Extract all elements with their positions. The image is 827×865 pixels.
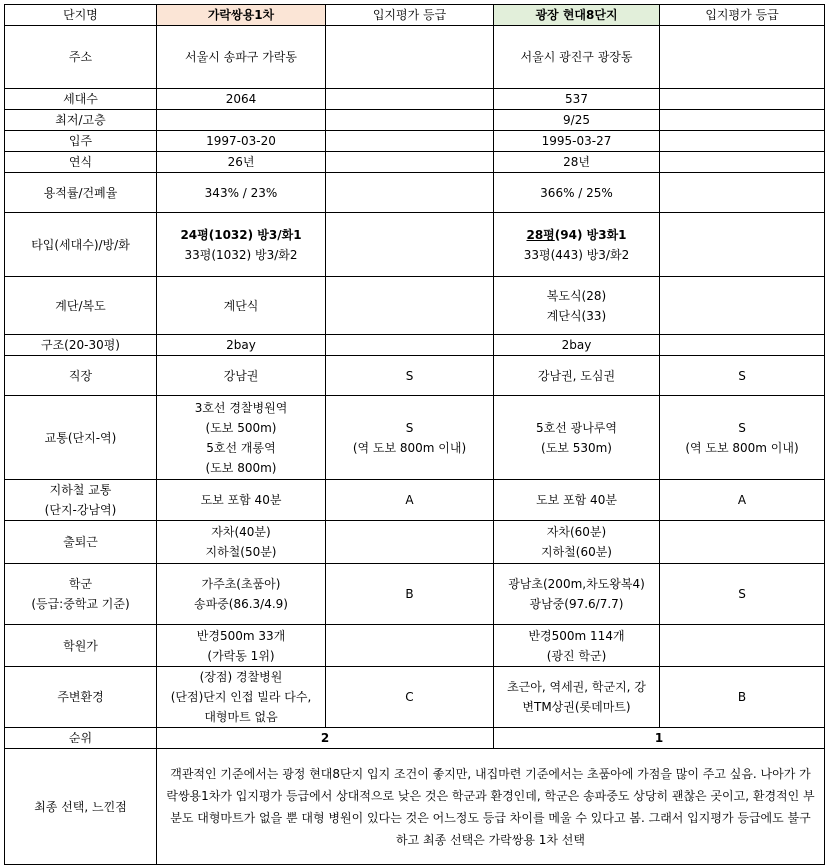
row-label: 타입(세대수)/방/화 — [5, 213, 157, 277]
cell-grade-b — [660, 625, 825, 667]
row-work — [5, 356, 825, 396]
school-line: 광남초(200m,차도왕복4) — [508, 577, 645, 591]
cell-a: 2064 — [157, 89, 326, 110]
cell-b: 537 — [494, 89, 660, 110]
cell-b — [494, 521, 660, 564]
cell-a: 2bay — [157, 335, 326, 356]
type-line: 24평(1032) 방3/화1 — [180, 227, 302, 242]
cell-grade-a: B — [326, 564, 494, 625]
cell-b — [494, 625, 660, 667]
environment-line: 대형마트 없음 — [204, 710, 278, 724]
grade-line: S — [738, 420, 746, 435]
row-rank — [5, 728, 825, 749]
row-label: 출퇴근 — [5, 521, 157, 564]
cell-grade-b — [660, 213, 825, 277]
row-label: 최종 선택, 느낀점 — [5, 749, 157, 865]
cell-b: 1995-03-27 — [494, 131, 660, 152]
academy-line: (가락동 1위) — [207, 648, 275, 663]
row-label: 학원가 — [5, 625, 157, 667]
label-line: 학군 — [68, 577, 93, 591]
row-label: 계단/복도 — [5, 277, 157, 335]
cell-grade-a — [326, 396, 494, 480]
row-label: 입주 — [5, 131, 157, 152]
cell-grade-a — [326, 152, 494, 173]
cell-grade-a — [326, 335, 494, 356]
header-label: 단지명 — [5, 5, 157, 26]
row-address — [5, 26, 825, 89]
cell-grade-b — [660, 26, 825, 89]
cell-a: 계단식 — [157, 277, 326, 335]
row-academy — [5, 625, 825, 667]
school-line: 가주초(초품아) — [201, 577, 281, 591]
transit-line: 5호선 개롱역 — [206, 440, 276, 455]
row-type — [5, 213, 825, 277]
row-label: 주변환경 — [5, 667, 157, 728]
transit-line: 3호선 경찰병원역 — [194, 400, 288, 415]
cell-b: 28년 — [494, 152, 660, 173]
row-label: 직장 — [5, 356, 157, 396]
cell-b — [494, 667, 660, 728]
cell-grade-a — [326, 521, 494, 564]
cell-a — [157, 564, 326, 625]
cell-b: 도보 포함 40분 — [494, 480, 660, 521]
cell-grade-b: S — [660, 356, 825, 396]
cell-b: 강남권, 도심권 — [494, 356, 660, 396]
type-size-rest: (94) 방3화1 — [554, 227, 627, 242]
cell-b: 서울시 광진구 광장동 — [494, 26, 660, 89]
row-final — [5, 749, 825, 865]
cell-grade-b — [660, 131, 825, 152]
transit-line: (도보 500m) — [205, 420, 277, 435]
row-label: 순위 — [5, 728, 157, 749]
cell-grade-b — [660, 521, 825, 564]
comparison-table — [4, 4, 825, 865]
row-subway — [5, 480, 825, 521]
cell-grade-a: S — [326, 356, 494, 396]
academy-line: 반경500m 114개 — [528, 628, 625, 643]
row-school — [5, 564, 825, 625]
cell-grade-a — [326, 213, 494, 277]
cell-grade-a: A — [326, 480, 494, 521]
rank-a: 2 — [157, 728, 494, 749]
cell-a: 강남권 — [157, 356, 326, 396]
row-label: 교통(단지-역) — [5, 396, 157, 480]
grade-b-header: 입지평가 등급 — [660, 5, 825, 26]
cell-grade-b — [660, 396, 825, 480]
label-line: (등급:중학교 기준) — [31, 597, 130, 611]
grade-line: (역 도보 800m 이내) — [685, 440, 799, 455]
row-label: 연식 — [5, 152, 157, 173]
cell-b — [494, 564, 660, 625]
complex-b-name: 광장 현대8단지 — [494, 5, 660, 26]
row-label: 용적률/건폐율 — [5, 173, 157, 213]
type-line: 33평(1032) 방3/화2 — [184, 247, 298, 262]
stairs-line: 복도식(28) — [546, 288, 607, 303]
cell-grade-a — [326, 110, 494, 131]
commute-line: 지하철(60분) — [540, 545, 612, 559]
row-label: 최저/고층 — [5, 110, 157, 131]
row-label: 구조(20-30평) — [5, 335, 157, 356]
cell-a: 26년 — [157, 152, 326, 173]
cell-grade-b — [660, 89, 825, 110]
cell-grade-a: C — [326, 667, 494, 728]
type-size-underlined: 28평 — [526, 227, 555, 242]
cell-a — [157, 625, 326, 667]
rank-b: 1 — [494, 728, 825, 749]
school-line: 송파중(86.3/4.9) — [194, 597, 288, 611]
cell-grade-a — [326, 173, 494, 213]
cell-b: 2bay — [494, 335, 660, 356]
row-environment — [5, 667, 825, 728]
commute-line: 자차(60분) — [546, 525, 607, 539]
cell-grade-b — [660, 335, 825, 356]
label-line: 지하철 교통 — [49, 483, 112, 497]
row-label: 주소 — [5, 26, 157, 89]
commute-line: 지하철(50분) — [205, 545, 277, 559]
grade-line: (역 도보 800m 이내) — [352, 440, 467, 455]
cell-a — [157, 667, 326, 728]
academy-line: (광진 학군) — [546, 648, 607, 663]
cell-grade-a — [326, 277, 494, 335]
cell-a — [157, 521, 326, 564]
commute-line: 자차(40분) — [211, 525, 271, 539]
row-movein — [5, 131, 825, 152]
environment-line: 초근아, 역세권, 학군지, 강 — [507, 680, 646, 694]
cell-b: 9/25 — [494, 110, 660, 131]
row-floors — [5, 110, 825, 131]
row-structure — [5, 335, 825, 356]
environment-line: 변TM상권(롯데마트) — [522, 700, 631, 714]
transit-line: (도보 800m) — [205, 460, 277, 475]
row-label: 세대수 — [5, 89, 157, 110]
school-line: 광남중(97.6/7.7) — [529, 597, 624, 611]
grade-line: S — [405, 420, 414, 435]
complex-a-name: 가락쌍용1차 — [157, 5, 326, 26]
final-comment: 객관적인 기준에서는 광정 현대8단지 입지 조건이 좋지만, 내집마련 기준에서는 초품아에 가점을 많이 주고 싶음. 나아가 가락쌍용1차가 입지평가 등급에서 상대적으로 낮은 것은 학군과 환경인데, 학군은 송파중도 상당히 괜찮은 곳이고, 환경적인 부분도 대형마트가 없을 뿐 대형 병원이 있다는 것은 어느정도 등급 차이를 메울 수 있다고 봄. 그래서 입지평가 등급에도 불구하고 최종 선택은 가락쌍용 1차 선택 — [157, 749, 825, 865]
cell-grade-b: A — [660, 480, 825, 521]
transit-line: 5호선 광나루역 — [535, 420, 617, 435]
row-label — [5, 564, 157, 625]
row-age — [5, 152, 825, 173]
cell-grade-a — [326, 625, 494, 667]
type-line — [497, 225, 656, 245]
type-line: 33평(443) 방3/화2 — [523, 247, 630, 262]
cell-a: 1997-03-20 — [157, 131, 326, 152]
label-line: (단지-강남역) — [44, 503, 117, 517]
cell-grade-b: S — [660, 564, 825, 625]
cell-a: 도보 포함 40분 — [157, 480, 326, 521]
cell-b — [494, 277, 660, 335]
cell-grade-b — [660, 277, 825, 335]
cell-a: 343% / 23% — [157, 173, 326, 213]
cell-a — [157, 213, 326, 277]
row-households — [5, 89, 825, 110]
row-far — [5, 173, 825, 213]
cell-a: 서울시 송파구 가락동 — [157, 26, 326, 89]
stairs-line: 계단식(33) — [546, 308, 607, 323]
row-commute — [5, 521, 825, 564]
grade-a-header: 입지평가 등급 — [326, 5, 494, 26]
environment-line: (단점)단지 인접 빌라 다수, — [170, 690, 312, 704]
academy-line: 반경500m 33개 — [196, 628, 286, 643]
cell-grade-a — [326, 89, 494, 110]
row-label — [5, 480, 157, 521]
cell-grade-b — [660, 110, 825, 131]
cell-b — [494, 213, 660, 277]
cell-a — [157, 396, 326, 480]
cell-grade-a — [326, 26, 494, 89]
cell-a — [157, 110, 326, 131]
cell-b — [494, 396, 660, 480]
cell-grade-b: B — [660, 667, 825, 728]
environment-line: (장점) 경찰병원 — [199, 670, 283, 684]
row-transit — [5, 396, 825, 480]
transit-line: (도보 530m) — [541, 440, 612, 455]
cell-grade-a — [326, 131, 494, 152]
row-stairs — [5, 277, 825, 335]
header-row — [5, 5, 825, 26]
cell-b: 366% / 25% — [494, 173, 660, 213]
cell-grade-b — [660, 173, 825, 213]
cell-grade-b — [660, 152, 825, 173]
